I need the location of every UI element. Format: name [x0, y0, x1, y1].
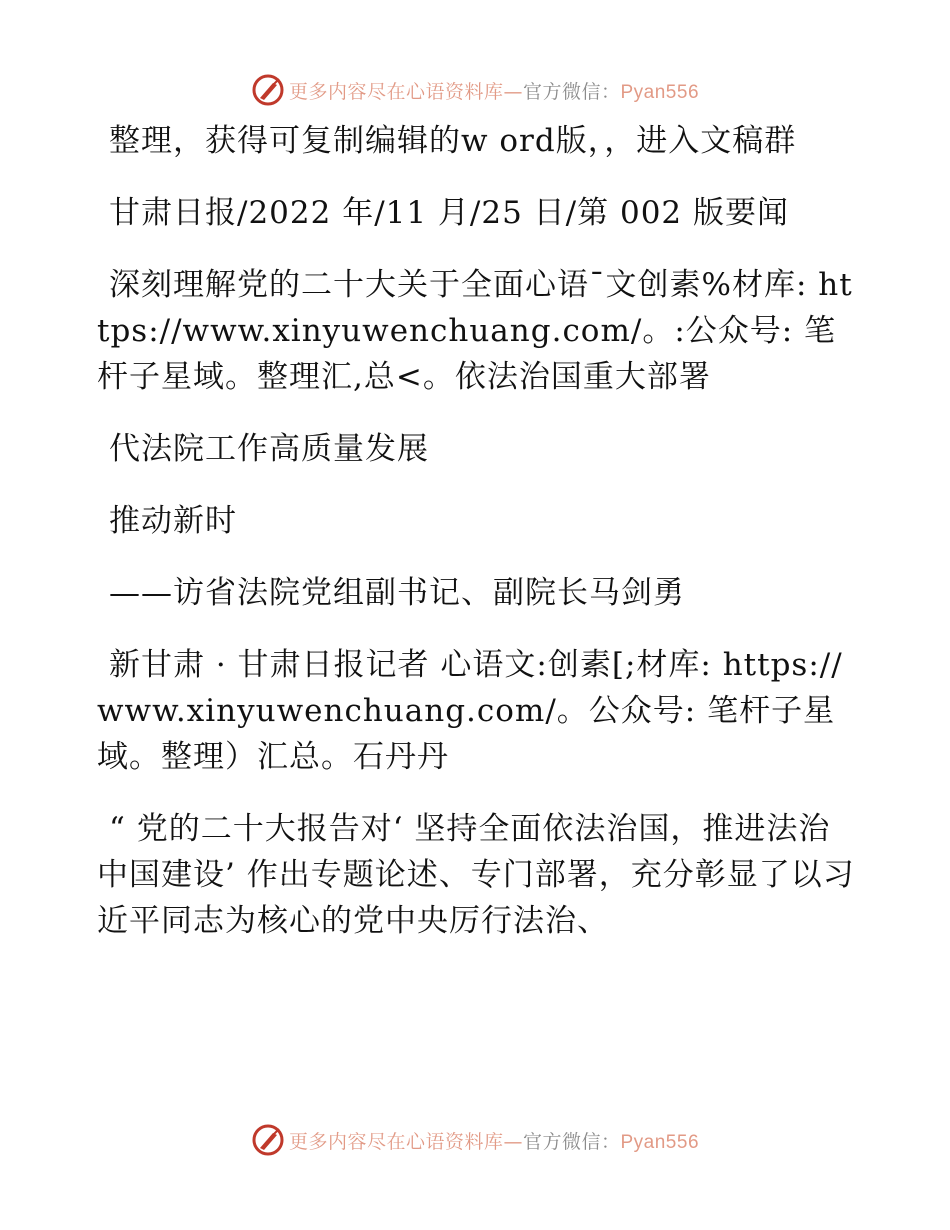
watermark-text [289, 1127, 699, 1154]
paragraph-title-part: 代法院工作高质量发展 [109, 431, 429, 467]
watermark-wechat-id: Pyan556 [620, 81, 700, 103]
watermark-official-label: 官方微信： [522, 80, 621, 103]
quill-pen-logo-icon [251, 73, 285, 107]
watermark-dash: — [503, 80, 523, 103]
paragraph-subtitle: ——访省法院党组副书记、副院长马剑勇 [109, 575, 685, 611]
paragraph-byline: 新甘肃 · 甘肃日报记者 心语文:创素[;材库: https://www.xinyuwenchuang.com/。公众号: 笔杆子星域。整理）汇总。石丹丹 [97, 647, 843, 775]
paragraph-source: 甘肃日报/2022 年/11 月/25 日/第 002 版要闻 [109, 195, 790, 231]
paragraph-intro: 整理，获得可复制编辑的w ord版，，进入文稿群 [109, 123, 797, 159]
quill-pen-logo-icon [251, 1123, 285, 1157]
watermark-brand: 更多内容尽在心语资料库 [288, 1130, 504, 1153]
header-watermark-banner [0, 68, 950, 112]
paragraph-title-lead: 推动新时 [109, 503, 237, 539]
paragraph-body: “ 党的二十大报告对‘ 坚持全面依法治国，推进法治中国建设’ 作出专题论述、专门部署，充分彰显了以习近平同志为核心的党中央厉行法治、 [97, 811, 855, 939]
watermark-brand: 更多内容尽在心语资料库 [288, 80, 504, 103]
document-body [97, 118, 857, 970]
footer-watermark-banner [0, 1118, 950, 1162]
watermark-official-label: 官方微信： [522, 1130, 621, 1153]
paragraph-title-main: 深刻理解党的二十大关于全面心语¯文创素%材库: https://www.xinyuwenchuang.com/。:公众号: 笔杆子星域。整理汇,总<。依法治国重大部署 [97, 267, 853, 395]
watermark-wechat-id: Pyan556 [620, 1131, 700, 1153]
watermark-dash: — [503, 1130, 523, 1153]
watermark-text [289, 77, 699, 104]
